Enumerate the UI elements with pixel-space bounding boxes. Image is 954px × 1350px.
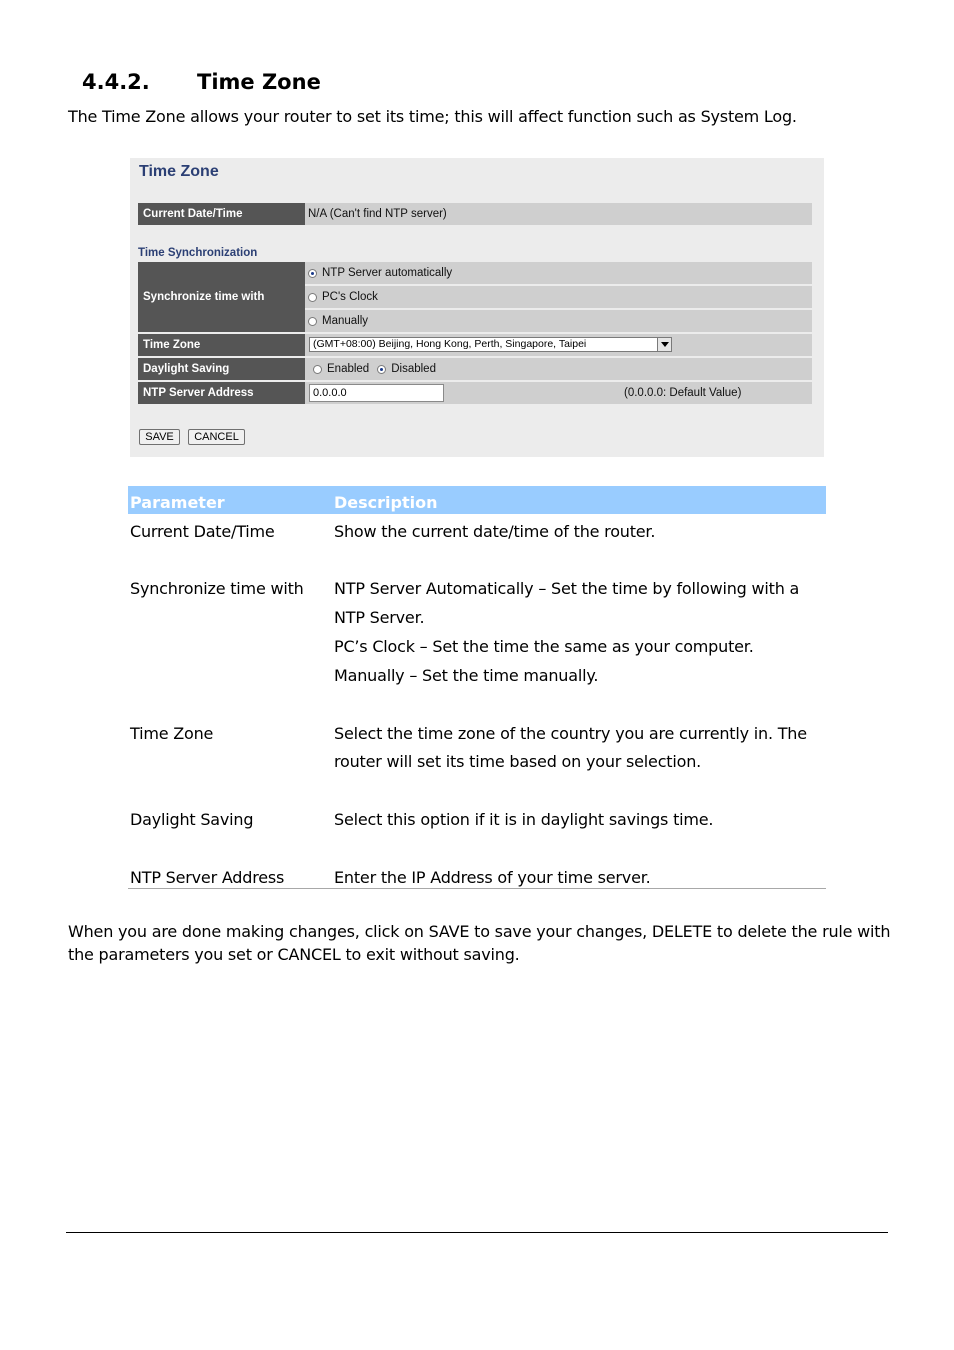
ntp-server-input[interactable]: 0.0.0.0 [309,384,444,402]
intro-paragraph: The Time Zone allows your router to set its time; this will affect function such as System Log. [68,107,797,126]
sync-heading: Time Synchronization [138,247,258,259]
header-description: Description [334,493,438,512]
radio-manually-icon[interactable] [308,317,317,326]
save-button[interactable]: SAVE [139,429,180,445]
radio-enabled-icon[interactable] [313,365,322,374]
param-current-datetime: Current Date/Time [130,522,275,541]
current-datetime-value: N/A (Can't find NTP server) [305,203,812,225]
desc-current-datetime: Show the current date/time of the router. [334,522,656,541]
section-number: 4.4.2. [82,70,150,94]
section-heading [82,70,321,94]
header-parameter: Parameter [130,493,225,512]
desc-timezone-2: router will set its time based on your selection. [334,752,702,771]
sync-option-ntp[interactable]: NTP Server automatically [305,262,812,284]
table-header [128,486,826,514]
chevron-down-icon[interactable] [657,338,671,351]
param-sync: Synchronize time with [130,579,304,598]
timezone-label: Time Zone [138,334,305,356]
desc-sync-1: NTP Server Automatically – Set the time by following with a [334,579,800,598]
time-zone-panel [130,158,824,457]
daylight-label: Daylight Saving [138,358,305,380]
param-ntp: NTP Server Address [130,868,285,887]
ntp-hint: (0.0.0.0: Default Value) [624,387,742,399]
radio-pc-clock-icon[interactable] [308,293,317,302]
ntp-label: NTP Server Address [138,382,305,404]
desc-sync-4: Manually – Set the time manually. [334,666,599,685]
desc-ntp: Enter the IP Address of your time server. [334,868,651,887]
sync-label: Synchronize time with [138,262,305,332]
desc-sync-2: NTP Server. [334,608,425,627]
daylight-enabled: Enabled [327,363,370,375]
daylight-disabled: Disabled [391,363,436,375]
cancel-button[interactable]: CANCEL [188,429,245,445]
section-title: Time Zone [197,70,321,94]
desc-daylight: Select this option if it is in daylight savings time. [334,810,714,829]
sync-option-pc-clock[interactable]: PC's Clock [305,286,812,308]
radio-ntp-icon[interactable] [308,269,317,278]
desc-timezone-1: Select the time zone of the country you are currently in. The [334,724,807,743]
outro-paragraph: When you are done making changes, click on SAVE to save your changes, DELETE to delete the rule with the parameters you set or CANCEL to exit without saving. [68,922,891,964]
footer-divider [66,1232,888,1233]
table-bottom-border [128,888,826,889]
radio-disabled-icon[interactable] [377,365,386,374]
sync-option-manually[interactable]: Manually [305,310,812,332]
daylight-row [305,358,812,380]
panel-title: Time Zone [139,163,219,180]
param-daylight: Daylight Saving [130,810,254,829]
current-datetime-label: Current Date/Time [138,203,305,225]
desc-sync-3: PC’s Clock – Set the time the same as your computer. [334,637,754,656]
param-timezone: Time Zone [130,724,214,743]
timezone-select[interactable]: (GMT+08:00) Beijing, Hong Kong, Perth, Singapore, Taipei [309,337,672,352]
